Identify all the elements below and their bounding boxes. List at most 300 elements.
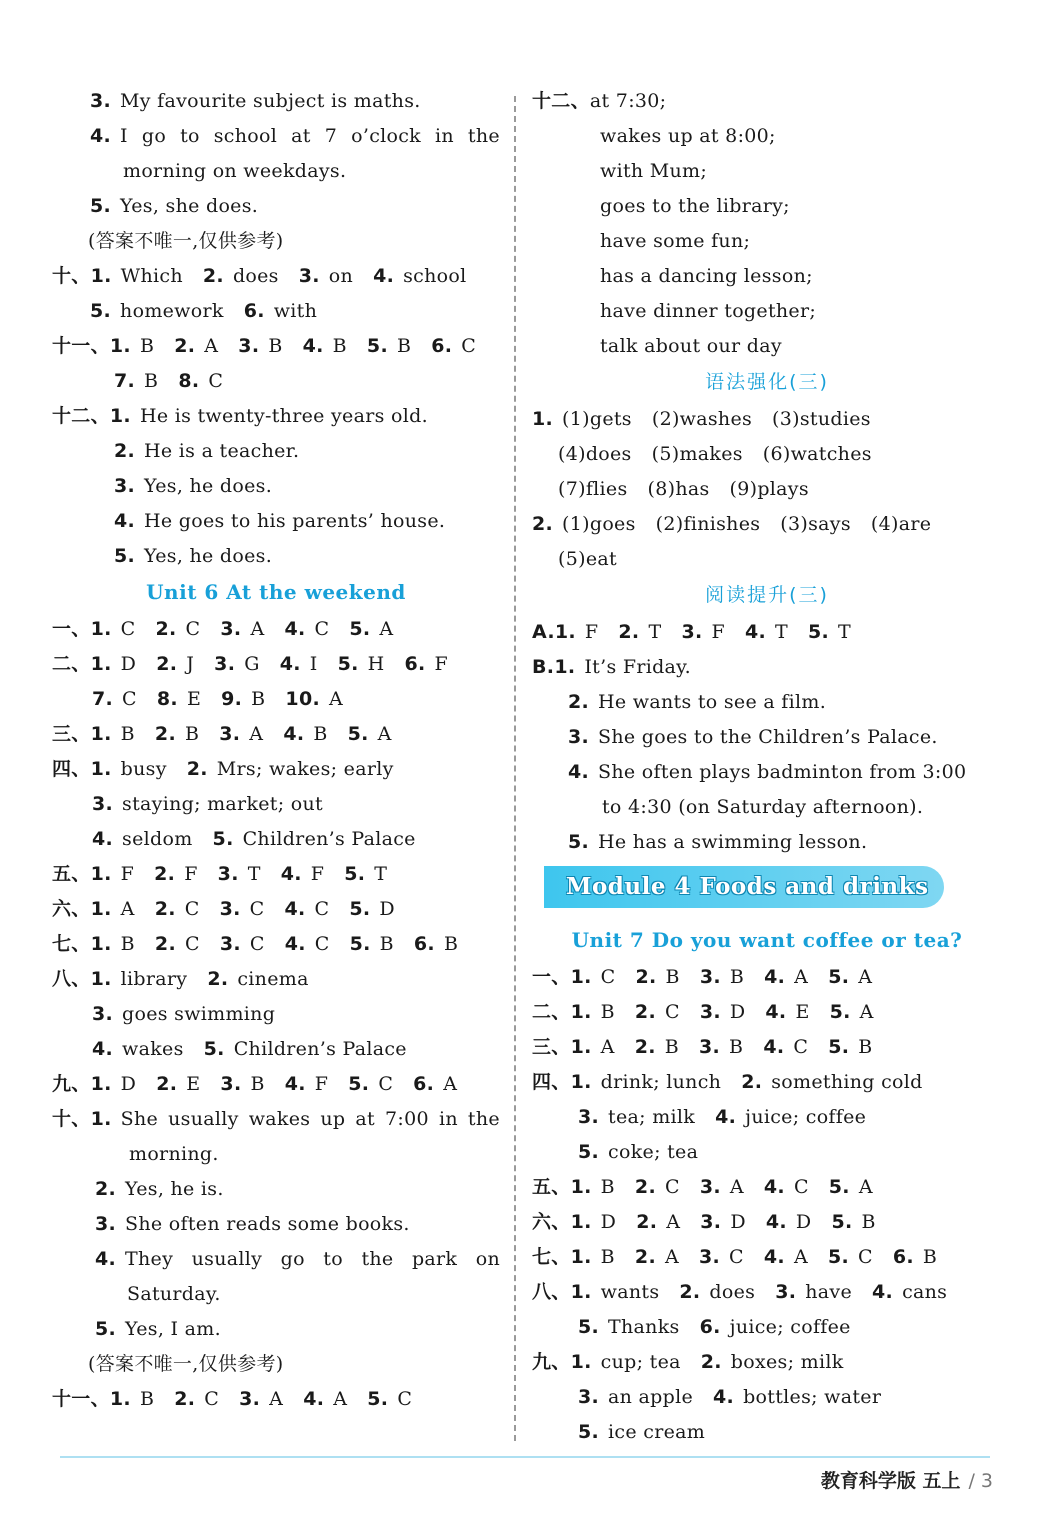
answer-item (367, 335, 411, 357)
answer-item (831, 1211, 875, 1233)
answer-item (187, 758, 394, 780)
item-answer: E (186, 1073, 201, 1095)
item-answer: (3)says (780, 513, 851, 535)
section-heading: 语法强化(三) (705, 371, 829, 393)
item-number: 5. (90, 300, 112, 322)
answer-item (656, 513, 761, 535)
answer-item (92, 688, 137, 710)
answer-item (110, 405, 428, 427)
item-number: 5. (203, 1038, 225, 1060)
item-answer: D (729, 1001, 746, 1023)
item-number: 1. (90, 933, 112, 955)
item-answer: B (251, 688, 266, 710)
answer-word: on (475, 1248, 500, 1270)
item-number: 5. (212, 828, 234, 850)
answer-line (52, 1283, 500, 1305)
answer-item (568, 761, 966, 783)
item-answer: C (858, 1246, 873, 1268)
item-number: 2. (95, 1178, 117, 1200)
answer-item (91, 933, 135, 955)
item-answer: F (310, 863, 325, 885)
answer-item (204, 1038, 407, 1060)
item-number: 3. (298, 265, 320, 287)
answer-item (91, 1073, 137, 1095)
item-number: 4. (763, 1246, 785, 1268)
answer-line (532, 443, 1002, 465)
item-answer: B (139, 1388, 155, 1410)
answer-line (52, 1248, 500, 1270)
item-answer: coke; tea (608, 1141, 699, 1163)
answer-item (221, 688, 265, 710)
item-number: 2. (618, 621, 640, 643)
answer-line (52, 1108, 500, 1130)
answer-item (413, 1073, 457, 1095)
item-answer: boxes; milk (730, 1351, 844, 1373)
item-number: 1. (90, 653, 112, 675)
answer-item (95, 1178, 224, 1200)
answer-item (555, 621, 599, 643)
answer-item (373, 265, 466, 287)
answer-line (532, 1246, 1002, 1268)
answer-line (532, 1001, 1002, 1023)
item-number: 1. (109, 405, 131, 427)
answer-line (52, 405, 500, 427)
item-number: 1. (554, 621, 576, 643)
answer-word: up (320, 1108, 346, 1130)
item-number: 4. (763, 1036, 785, 1058)
answer-text: have some fun; (600, 230, 751, 252)
section-heading: Unit 6 At the weekend (146, 580, 406, 604)
answer-text: have dinner together; (600, 300, 817, 322)
item-answer: C (461, 335, 477, 357)
answer-line (52, 1388, 500, 1410)
item-answer: F (584, 621, 599, 643)
answer-word: wakes (248, 1108, 311, 1130)
item-number: 7. (114, 370, 136, 392)
item-answer: B (313, 723, 328, 745)
item-answer: B (729, 966, 745, 988)
page-number: / 3 (968, 1470, 993, 1492)
item-answer: F (184, 863, 198, 885)
answer-word: 7 (324, 125, 338, 147)
answer-item (220, 898, 265, 920)
item-number: 4. (713, 1386, 735, 1408)
item-answer: C (793, 1036, 809, 1058)
question-label: 八、 (52, 968, 91, 990)
answer-line (52, 195, 500, 217)
item-answer: B (139, 335, 155, 357)
answer-item (766, 1211, 812, 1233)
item-number: 2. (568, 691, 590, 713)
item-answer: T (775, 621, 788, 643)
answer-item (207, 968, 308, 990)
item-answer: (8)has (647, 478, 710, 500)
answer-line (532, 335, 1002, 357)
item-answer: T (374, 863, 388, 885)
bottom-rule (60, 1456, 990, 1458)
answer-item (154, 863, 198, 885)
item-answer: G (244, 653, 260, 675)
answer-item (554, 656, 691, 678)
item-answer: C (184, 933, 200, 955)
item-number: 5. (367, 1388, 389, 1410)
answer-item (764, 966, 808, 988)
item-answer: (6)watches (762, 443, 872, 465)
item-number: 2. (700, 1351, 722, 1373)
item-number: 2. (634, 1036, 656, 1058)
answer-line (52, 653, 500, 675)
item-answer: B (664, 1036, 679, 1058)
answer-item (571, 966, 616, 988)
item-number: 9. (221, 688, 243, 710)
answer-item (91, 618, 136, 640)
answer-line (52, 545, 500, 567)
answer-item (95, 1248, 500, 1270)
answer-item (349, 898, 395, 920)
answer-item (571, 1211, 617, 1233)
item-number: 2. (174, 1388, 196, 1410)
answer-line (52, 125, 500, 147)
item-number: 4. (280, 863, 302, 885)
answer-item (830, 1001, 874, 1023)
answer-item (571, 1351, 681, 1373)
item-answer: Children’s Palace (233, 1038, 407, 1060)
answer-text: (答案不唯一,仅供参考) (88, 230, 284, 252)
item-answer: does (232, 265, 279, 287)
item-number: 3. (214, 653, 236, 675)
answer-line (52, 300, 500, 322)
item-answer: A (858, 966, 873, 988)
item-number: 3. (220, 618, 242, 640)
answer-item (155, 898, 200, 920)
answer-line (52, 688, 500, 710)
item-answer: A (600, 1036, 615, 1058)
item-answer (125, 1248, 500, 1270)
item-number: 2. (634, 1001, 656, 1023)
item-answer: B (379, 933, 394, 955)
answer-line (532, 1176, 1002, 1198)
item-number: 5. (347, 723, 369, 745)
answer-item (114, 370, 158, 392)
answer-item (571, 1036, 615, 1058)
answer-item (893, 1246, 937, 1268)
item-answer: D (379, 898, 395, 920)
answer-line (532, 691, 1002, 713)
item-answer: A (443, 1073, 458, 1095)
item-number: 1. (90, 265, 112, 287)
answer-item (156, 618, 201, 640)
publisher-label: 教育科学版 五上 (820, 1470, 961, 1492)
item-answer: B (600, 1001, 615, 1023)
item-number: 8. (156, 688, 178, 710)
item-answer: (5)makes (651, 443, 743, 465)
item-number: 3. (700, 1211, 722, 1233)
answer-item (155, 933, 200, 955)
answer-line (52, 265, 500, 287)
question-label: 三、 (52, 723, 91, 745)
answer-item (95, 1213, 410, 1235)
question-label: 六、 (532, 1211, 571, 1233)
answer-item (636, 1211, 680, 1233)
item-answer: goes swimming (122, 1003, 276, 1025)
item-answer: (4)does (558, 443, 632, 465)
item-answer: B (665, 966, 680, 988)
item-number: 1. (570, 966, 592, 988)
item-answer: D (120, 653, 137, 675)
item-number: 4. (90, 125, 112, 147)
item-number: 7. (92, 688, 114, 710)
item-number: 2. (154, 933, 176, 955)
answer-item (872, 1281, 947, 1303)
answer-item (157, 688, 201, 710)
item-number: 1. (90, 898, 112, 920)
item-answer: B (268, 335, 283, 357)
item-answer: T (838, 621, 852, 643)
answer-item (367, 1388, 412, 1410)
answer-line (532, 796, 1002, 818)
item-answer: He goes to his parents’ house. (144, 510, 446, 532)
item-number: 4. (303, 1388, 325, 1410)
answer-item (590, 90, 666, 112)
item-answer: H (367, 653, 385, 675)
answer-item (285, 688, 343, 710)
answer-item (219, 723, 263, 745)
answer-text: wakes up at 8:00; (600, 125, 776, 147)
item-answer: B (332, 335, 347, 357)
item-answer: A (377, 723, 392, 745)
answer-line (532, 265, 1002, 287)
answer-item (808, 621, 851, 643)
answer-item (285, 933, 330, 955)
item-number: 1. (90, 618, 112, 640)
answer-item (568, 691, 826, 713)
section-heading: Unit 7 Do you want coffee or tea? (571, 928, 963, 952)
answer-line (532, 1141, 1002, 1163)
item-answer: wants (600, 1281, 660, 1303)
item-number: 4. (284, 1073, 306, 1095)
item-answer: wakes (122, 1038, 184, 1060)
item-number: 3. (699, 1176, 721, 1198)
item-number: 6. (413, 1073, 435, 1095)
item-number: 4. (92, 828, 114, 850)
item-answer: A (793, 1246, 808, 1268)
item-answer: D (730, 1211, 746, 1233)
answer-item (220, 933, 265, 955)
item-answer: (7)flies (558, 478, 628, 500)
answer-line (532, 300, 1002, 322)
item-answer: She often plays badminton from 3:00 (598, 761, 967, 783)
answer-item (91, 265, 183, 287)
item-answer: It’s Friday. (584, 656, 692, 678)
item-answer: at 7:30; (589, 90, 667, 112)
item-answer: Yes, he is. (125, 1178, 224, 1200)
item-number: 4. (765, 1001, 787, 1023)
item-answer: seldom (122, 828, 193, 850)
answer-item (701, 1351, 844, 1373)
item-number: 3. (681, 621, 703, 643)
item-number: 5. (828, 1036, 850, 1058)
item-answer: on (328, 265, 354, 287)
item-number: 4. (764, 966, 786, 988)
answer-item (114, 440, 299, 462)
item-answer: B (729, 1036, 744, 1058)
answer-item (155, 723, 199, 745)
item-number: 1. (109, 1388, 131, 1410)
item-answer: juice; coffee (745, 1106, 867, 1128)
item-number: 8. (178, 370, 200, 392)
answer-item (156, 1073, 200, 1095)
answer-item (571, 1246, 615, 1268)
item-answer: (1)gets (562, 408, 632, 430)
item-answer: C (664, 1001, 680, 1023)
item-answer: F (314, 1073, 329, 1095)
item-number: 4. (92, 1038, 114, 1060)
item-number: 4. (765, 1211, 787, 1233)
item-number: 2. (634, 1176, 656, 1198)
left-answer-column (52, 90, 500, 1423)
answer-item (699, 1036, 743, 1058)
answer-line (532, 761, 1002, 783)
answer-item (700, 1316, 851, 1338)
answer-line (532, 1211, 1002, 1233)
item-answer: My favourite subject is maths. (120, 90, 421, 112)
item-answer: C (204, 1388, 220, 1410)
item-number: 1. (554, 656, 576, 678)
question-label: 十一、 (52, 1388, 110, 1410)
item-answer: B (120, 933, 135, 955)
item-number: 1. (570, 1211, 592, 1233)
item-number: 5. (90, 195, 112, 217)
answer-item (763, 443, 872, 465)
item-answer: Yes, he does. (144, 475, 273, 497)
answer-word: go (280, 1248, 305, 1270)
answer-line (532, 1386, 1002, 1408)
question-label: 四、 (532, 1071, 571, 1093)
item-answer: B (922, 1246, 938, 1268)
item-number: 1. (570, 1001, 592, 1023)
item-answer: A (859, 1001, 874, 1023)
answer-item (635, 1176, 680, 1198)
item-answer: D (795, 1211, 812, 1233)
item-answer: homework (120, 300, 224, 322)
answer-item (91, 863, 135, 885)
item-answer: F (120, 863, 135, 885)
answer-item (763, 1036, 808, 1058)
item-answer: A (328, 688, 344, 710)
question-label: 七、 (532, 1246, 571, 1268)
answer-word: the (361, 1248, 394, 1270)
item-answer: Mrs; wakes; early (216, 758, 394, 780)
item-number: 3. (699, 1246, 721, 1268)
answer-line (52, 863, 500, 885)
item-number: 2. (635, 966, 657, 988)
item-number: 2. (154, 723, 176, 745)
item-answer: J (186, 653, 195, 675)
item-answer: A (379, 618, 394, 640)
answer-item (90, 90, 421, 112)
answer-item (280, 653, 318, 675)
item-answer: ice cream (608, 1421, 706, 1443)
answer-line (52, 828, 500, 850)
item-answer: juice; coffee (729, 1316, 851, 1338)
item-number: 1. (90, 758, 112, 780)
answer-line (532, 125, 1002, 147)
item-number: 5. (578, 1316, 600, 1338)
item-number: 2. (207, 968, 229, 990)
item-number: 4. (715, 1106, 737, 1128)
answer-word: the (467, 125, 500, 147)
item-answer: (2)washes (651, 408, 753, 430)
answer-item (213, 828, 416, 850)
item-answer: C (249, 898, 265, 920)
answer-word: 7:00 (385, 1108, 429, 1130)
item-number: 4. (95, 1248, 117, 1270)
item-answer: A (666, 1211, 681, 1233)
item-answer: C (120, 618, 136, 640)
item-answer: B (120, 723, 135, 745)
answer-item (829, 1176, 873, 1198)
answer-item (404, 653, 448, 675)
item-answer: E (186, 688, 202, 710)
item-number: 5. (348, 1073, 370, 1095)
answer-item (218, 863, 261, 885)
answer-text: talk about our day (600, 335, 782, 357)
answer-item (652, 443, 743, 465)
answer-item (532, 513, 636, 535)
answer-item (558, 478, 628, 500)
answer-line (52, 160, 500, 182)
item-number: 5. (568, 831, 590, 853)
item-number: 4. (114, 510, 136, 532)
item-number: 4. (283, 723, 305, 745)
item-answer: (3)studies (772, 408, 871, 430)
answer-word: She (120, 1108, 159, 1130)
answer-item (303, 335, 347, 357)
item-number: 5. (349, 898, 371, 920)
item-number: 4. (373, 265, 395, 287)
answer-item (635, 1036, 679, 1058)
item-answer: He has a swimming lesson. (598, 831, 868, 853)
item-answer: D (120, 1073, 137, 1095)
item-number: 3. (239, 1388, 261, 1410)
item-number: 1. (90, 723, 112, 745)
item-number: 3. (578, 1386, 600, 1408)
answer-item (713, 1386, 881, 1408)
answer-item (681, 621, 725, 643)
item-number: 5. (829, 1001, 851, 1023)
item-answer: B (144, 370, 159, 392)
answer-item (92, 828, 193, 850)
answer-line (52, 898, 500, 920)
answer-item (349, 618, 393, 640)
item-number: 6. (892, 1246, 914, 1268)
item-number: 4. (872, 1281, 894, 1303)
item-answer: Which (120, 265, 183, 287)
answer-word: They (125, 1248, 174, 1270)
answer-item (679, 1281, 755, 1303)
answer-item (636, 966, 680, 988)
answer-item (414, 933, 458, 955)
answer-item (95, 1318, 221, 1340)
answer-line (52, 1353, 500, 1375)
item-number: 5. (337, 653, 359, 675)
question-label: A. (532, 621, 555, 643)
item-number: 3. (220, 1073, 242, 1095)
item-number: 5. (344, 863, 366, 885)
answer-item (700, 1211, 746, 1233)
item-answer: (4)are (870, 513, 932, 535)
answer-text: (答案不唯一,仅供参考) (88, 1353, 284, 1375)
